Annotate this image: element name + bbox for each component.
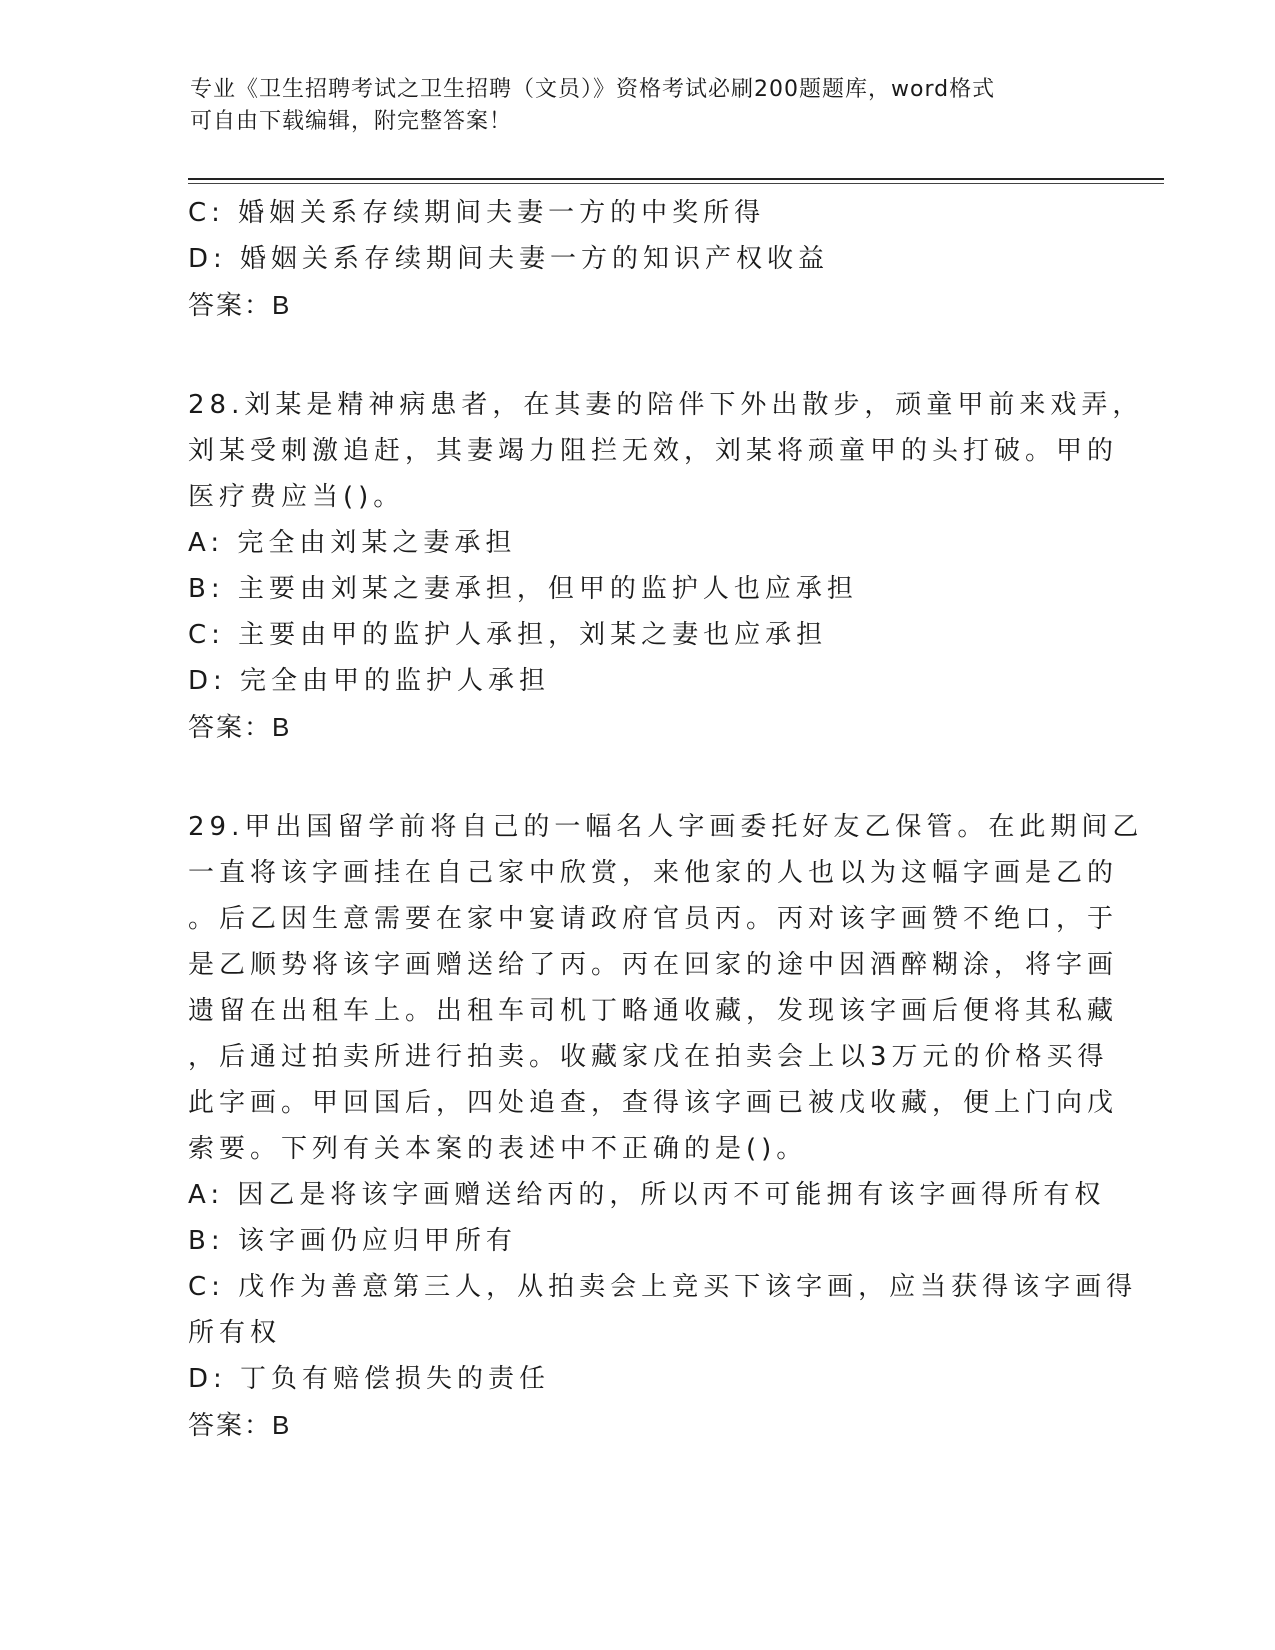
header-line-1: 专业《卫生招聘考试之卫生招聘（文员）》资格考试必刷200题题库，word格式 [190, 77, 996, 102]
option-c: C: 婚姻关系存续期间夫妻一方的中奖所得 [188, 198, 766, 228]
option-b: B: 主要由刘某之妻承担，但甲的监护人也应承担 [188, 574, 858, 604]
header-divider [188, 178, 1164, 184]
page-header [190, 74, 1090, 138]
question-stem-line: 遗留在出租车上。出租车司机丁略通收藏，发现该字画后便将其私藏 [188, 996, 1119, 1026]
question-stem-line: 此字画。甲回国后，四处追查，查得该字画已被戊收藏，便上门向戊 [188, 1088, 1119, 1118]
answer-line: 答案：B [188, 290, 292, 320]
option-c: C: 主要由甲的监护人承担，刘某之妻也应承担 [188, 620, 828, 650]
option-a: A: 完全由刘某之妻承担 [188, 528, 517, 558]
answer-line: 答案：B [188, 712, 292, 742]
question-29 [188, 804, 1144, 1448]
option-c-continued: 所有权 [188, 1318, 282, 1348]
option-c: C: 戊作为善意第三人，从拍卖会上竞买下该字画，应当获得该字画得 [188, 1272, 1138, 1302]
question-stem-line: 一直将该字画挂在自己家中欣赏，来他家的人也以为这幅字画是乙的 [188, 858, 1119, 888]
option-a: A: 因乙是将该字画赠送给丙的，所以丙不可能拥有该字画得所有权 [188, 1180, 1106, 1210]
question-28 [188, 382, 1144, 750]
question-stem-line: 医疗费应当()。 [188, 482, 405, 512]
question-stem-line: 刘某受刺激追赶，其妻竭力阻拦无效，刘某将顽童甲的头打破。甲的 [188, 436, 1119, 466]
question-stem-line: 是乙顺势将该字画赠送给了丙。丙在回家的途中因酒醉糊涂，将字画 [188, 950, 1119, 980]
question-stem-line: ，后通过拍卖所进行拍卖。收藏家戊在拍卖会上以3万元的价格买得 [188, 1042, 1109, 1072]
previous-question-tail [188, 190, 1088, 328]
header-line-2: 可自由下载编辑，附完整答案！ [190, 109, 513, 134]
option-d: D: 丁负有赔偿损失的责任 [188, 1364, 551, 1394]
question-stem-line: 29.甲出国留学前将自己的一幅名人字画委托好友乙保管。在此期间乙 [188, 812, 1144, 842]
option-d: D: 婚姻关系存续期间夫妻一方的知识产权收益 [188, 244, 830, 274]
option-b: B: 该字画仍应归甲所有 [188, 1226, 517, 1256]
answer-line: 答案：B [188, 1410, 292, 1440]
document-body [188, 190, 1144, 1448]
option-d: D: 完全由甲的监护人承担 [188, 666, 551, 696]
question-stem-line: 28.刘某是精神病患者，在其妻的陪伴下外出散步，顽童甲前来戏弄， [188, 390, 1144, 420]
question-stem-line: 索要。下列有关本案的表述中不正确的是()。 [188, 1134, 808, 1164]
question-stem-line: 。后乙因生意需要在家中宴请政府官员丙。丙对该字画赞不绝口，于 [188, 904, 1119, 934]
